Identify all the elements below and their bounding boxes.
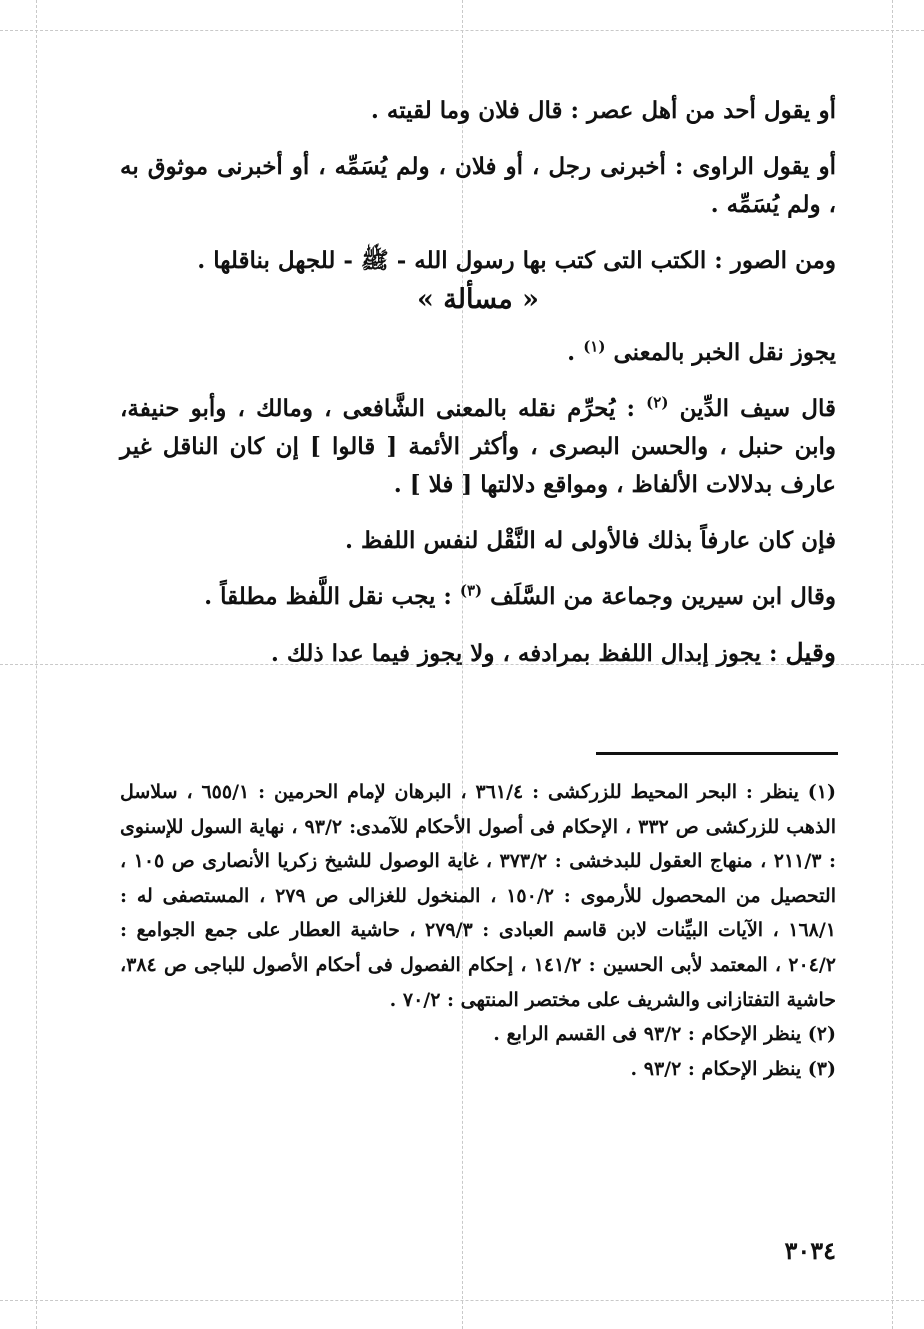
- paragraph-text: : يجوز إبدال اللفظ بمرادفه ، ولا يجوز فيما عدا ذلك .: [270, 640, 786, 667]
- paragraph: فإن كان عارفاً بذلك فالأولى له النَّقْل لنفس اللفظ .: [344, 527, 836, 554]
- paragraph-text: يجوز نقل الخبر بالمعنى: [613, 339, 836, 366]
- paragraph-lead-word: وقيل: [785, 638, 836, 667]
- paragraph: [120, 634, 836, 673]
- footnote: (١) ينظر : البحر المحيط للزركشى : ٣٦١/٤ ، البرهان لإمام الحرمين : ٦٥٥/١ ، سلاسل الذهب للزركشى ص ٣٣٢ ، الإحكام فى أصول الأحكام للآمدى: ٩٣/٢ ، نهاية السول للإسنوى : ٢١١/٣ ، منهاج العقول للبدخشى : ٣٧٣/٢ ، غاية الوصول للشيخ زكريا الأنصارى ص ١٠٥ ، التحصيل من المحصول للأرموى : ١٥٠/٢ ، المنخول للغزالى ص ٢٧٩ ، المستصفى له : ١٦٨/١ ، الآيات البيِّنات لابن قاسم العبادى : ٢٧٩/٣ ، حاشية العطار على جمع الجوامع : ٢٠٤/٢ ، المعتمد لأبى الحسين : ١٤١/٢ ، إحكام الفصول فى أحكام الأصول للباجى ص ٣٨٤، حاشية التفتازانى والشريف على مختصر المنتهى : ٧٠/٢ .: [120, 781, 836, 1011]
- paragraph: ومن الصور : الكتب التى كتب بها رسول الله - ﷺ - للجهل بناقلها .: [197, 247, 836, 274]
- footnotes: [120, 775, 836, 1086]
- paragraph-text: : يجب نقل اللَّفظ مطلقاً .: [204, 583, 460, 610]
- footnote-ref: (٣): [459, 581, 483, 600]
- paragraph-text: .: [567, 339, 584, 366]
- footnote-ref: (٢): [646, 393, 669, 412]
- footnote-ref: (١): [583, 337, 606, 356]
- footnote: (٢) ينظر الإحكام : ٩٣/٢ فى القسم الرابع .: [493, 1023, 836, 1046]
- footnote: (٣) ينظر الإحكام : ٩٣/٢ .: [630, 1057, 836, 1080]
- scan-guide-line: [0, 1300, 924, 1301]
- paragraph-text: : يُحرِّم نقله بالمعنى الشَّافعى ، ومالك ، وأبو حنيفة، وابن حنبل ، والحسن البصرى ، وأكثر الأئمة [ قالوا ] إن كان الناقل غير عارف بدلالات الألفاظ ، ومواقع دلالتها [ فلا ] .: [120, 395, 836, 498]
- section-heading: « مسألة »: [416, 284, 540, 315]
- footnote-separator: [596, 752, 838, 755]
- scan-guide-line: [0, 30, 924, 31]
- page-number: ٣٠٣٤: [784, 1236, 836, 1265]
- paragraph: أو يقول أحد من أهل عصر : قال فلان وما لقيته .: [370, 97, 836, 124]
- paragraph: [120, 578, 836, 616]
- main-text: [120, 92, 836, 691]
- paragraph: [120, 390, 836, 504]
- paragraph-text: وقال ابن سيرين وجماعة من السَّلَف: [490, 583, 836, 610]
- paragraph-text: قال سيف الدِّين: [679, 395, 836, 422]
- paragraph: [120, 334, 836, 372]
- paragraph: أو يقول الراوى : أخبرنى رجل ، أو فلان ، ولم يُسَمِّه ، أو أخبرنى موثوق به ، ولم يُسَمِّه .: [120, 153, 836, 218]
